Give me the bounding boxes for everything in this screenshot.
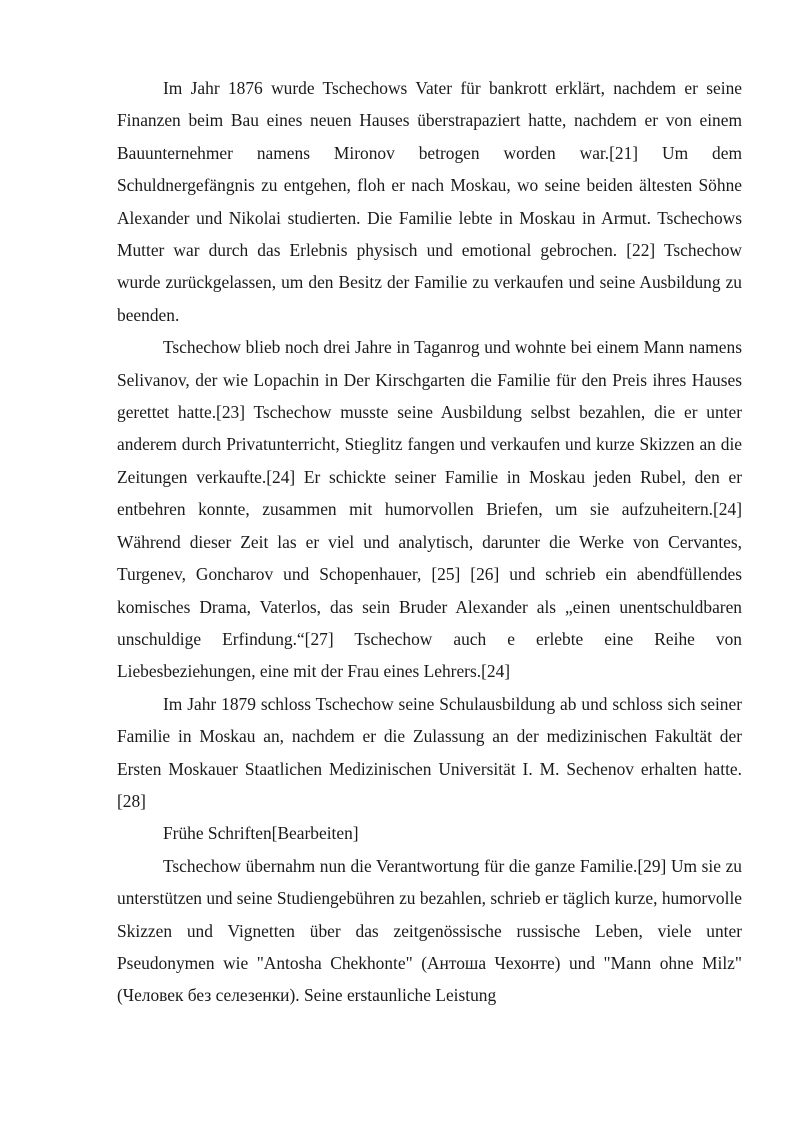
paragraph-2: Tschechow blieb noch drei Jahre in Taganrog und wohnte bei einem Mann namens Selivanov, der wie Lopachin in Der Kirschgarten die Familie für den Preis ihres Hauses gerettet hatte.[23] Tschechow musste seine Ausbildung selbst bezahlen, die er unter anderem durch Privatunterricht, Stieglitz fangen und verkaufen und kurze Skizzen an die Zeitungen verkaufte.[24] Er schickte seiner Familie in Moskau jeden Rubel, den er entbehren konnte, zusammen mit humorvollen Briefen, um sie aufzuheitern.[24] Während dieser Zeit las er viel und analytisch, darunter die Werke von Cervantes, Turgenev, Goncharov und Schopenhauer, [25] [26] und schrieb ein abendfüllendes komisches Drama, Vaterlos, das sein Bruder Alexander als „einen unentschuldbaren unschuldige Erfindung.“[27] Tschechow auch e erlebte eine Reihe von Liebesbeziehungen, eine mit der Frau eines Lehrers.[24] [117, 337, 742, 682]
paragraph-3: Im Jahr 1879 schloss Tschechow seine Schulausbildung ab und schloss sich seiner Familie in Moskau an, nachdem er die Zulassung an der medizinischen Fakultät der Ersten Moskauer Staatlichen Medizinischen Universität I. M. Sechenov erhalten hatte.[28] [117, 693, 742, 811]
paragraph-4: Tschechow übernahm nun die Verantwortung für die ganze Familie.[29] Um sie zu unterstützen und seine Studiengebühren zu bezahlen, schrieb er täglich kurze, humorvolle Skizzen und Vignetten über das zeitgenössische russische Leben, viele unter Pseudonymen wie "Antosha Chekhonte" (Антоша Чехонте) und "Mann ohne Milz" (Человек без селезенки). Seine erstaunliche Leistung [117, 855, 742, 1006]
document-page [117, 72, 742, 1012]
section-heading: Frühe Schriften[Bearbeiten] [163, 823, 359, 844]
paragraph-1: Im Jahr 1876 wurde Tschechows Vater für bankrott erklärt, nachdem er seine Finanzen beim Bau eines neuen Hauses überstrapaziert hatte, nachdem er von einem Bauunternehmer namens Mironov betrogen worden war.[21] Um dem Schuldnergefängnis zu entgehen, floh er nach Moskau, wo seine beiden ältesten Söhne Alexander und Nikolai studierten. Die Familie lebte in Moskau in Armut. Tschechows Mutter war durch das Erlebnis physisch und emotional gebrochen. [22] Tschechow wurde zurückgelassen, um den Besitz der Familie zu verkaufen und seine Ausbildung zu beenden. [117, 78, 742, 325]
